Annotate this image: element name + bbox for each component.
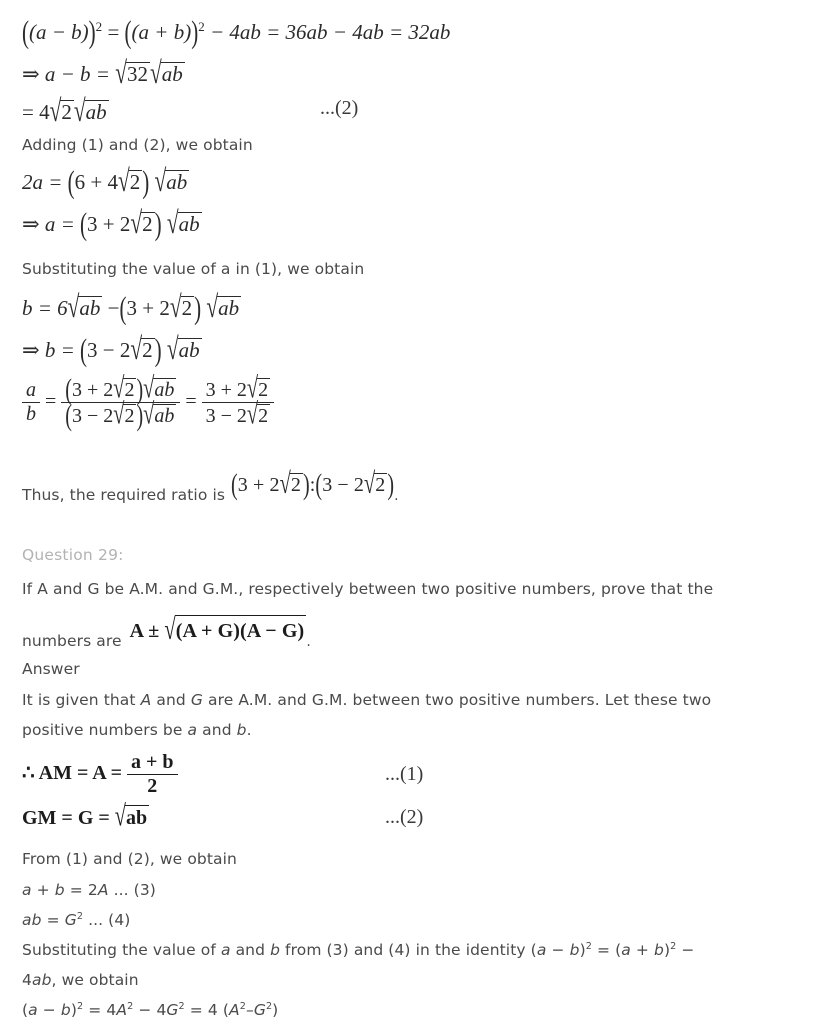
minus-4: − 4 [133, 1001, 167, 1019]
question-text-line-2 [22, 614, 311, 655]
sqrt-ab [114, 801, 149, 833]
radical-sign-icon: √ [114, 801, 126, 833]
radical-sign-icon: √ [113, 399, 125, 432]
fraction-middle-denominator [61, 399, 180, 433]
var-b-identity-2: b [654, 941, 664, 959]
equals-sign-2: = [185, 390, 197, 413]
equation-label-2-text: ...(2) [320, 97, 359, 119]
paren-close: ) [154, 331, 162, 368]
minus-sign-2: – [245, 1001, 254, 1019]
equation-am [22, 752, 178, 797]
exponent-2e: 2 [265, 1000, 273, 1012]
equals-sign: = [107, 20, 125, 44]
text-substituting-a [22, 258, 364, 280]
answer-heading [22, 658, 80, 680]
paren-close: ) [136, 373, 144, 407]
formula-lead: A ± [129, 620, 165, 642]
sqrt-ab [149, 55, 185, 91]
equals-2: = 2 [64, 881, 98, 899]
eq-bv-inner: 3 − 2 [87, 338, 131, 362]
var-A-2: A [229, 1001, 240, 1019]
eq-b-lhs: b = 6 [22, 296, 68, 320]
paren-close-1: ) [302, 468, 310, 502]
eq1-exp: 2 [95, 19, 103, 34]
radical-sign-icon: √ [154, 163, 167, 199]
fraction-a-plus-b-over-2 [127, 752, 178, 797]
radicand-2: 2 [258, 379, 269, 401]
fraction-right-numerator [202, 373, 274, 405]
equation-question-formula [129, 614, 307, 647]
radical-sign-icon: √ [246, 373, 259, 405]
radicand-ab: ab [85, 100, 107, 124]
eq-2a-inner: 6 + 4 [74, 170, 119, 194]
radical-sign-icon: √ [164, 614, 176, 647]
sqrt-ab [166, 331, 202, 367]
var-b-identity: b [569, 941, 580, 959]
mid-num-inner: 3 + 2 [71, 379, 114, 401]
radical-sign-icon: √ [363, 468, 376, 501]
given2-and: and [197, 721, 237, 739]
radical-sign-icon: √ [113, 373, 125, 405]
paren-open: ( [65, 399, 72, 433]
sqrt-ab [73, 93, 109, 129]
radical-sign-icon: √ [169, 289, 182, 325]
equation-a-minus-b-squared [22, 13, 451, 50]
radicand-ab: ab [178, 212, 200, 236]
sqrt-ab [143, 373, 176, 405]
paren-close: ) [136, 399, 144, 433]
radicand-2: 2 [181, 296, 193, 320]
sqrt-2 [130, 205, 154, 241]
radical-sign-icon: √ [130, 205, 143, 241]
radicand-ab: ab [218, 296, 240, 320]
given2-text-b: . [246, 721, 252, 739]
radical-sign-icon: √ [206, 289, 219, 325]
eq1-rhs1: (a + b) [131, 20, 192, 44]
right-num: 3 + 2 [205, 379, 247, 401]
paren-close: ) [154, 205, 162, 242]
var-A-1: A [116, 1001, 128, 1019]
question-heading [22, 546, 124, 564]
paren-close: ) [142, 163, 150, 200]
exponent-2: 2 [585, 940, 592, 952]
paren-open: ( [65, 373, 72, 407]
var-b: b [236, 721, 247, 739]
paren-open: ( [80, 331, 88, 368]
paren-close: ) [88, 13, 96, 50]
radicand-ab: ab [178, 338, 200, 362]
radical-sign-icon: √ [143, 399, 155, 432]
sqrt-2 [130, 331, 154, 367]
radicand-2: 2 [129, 170, 141, 194]
fraction-middle [61, 373, 180, 433]
sqrt-ab [166, 205, 202, 241]
sqrt-ab [143, 399, 176, 432]
radicand-2: 2 [124, 405, 135, 428]
period: . [394, 488, 399, 504]
equation-label-1-text: ...(1) [385, 763, 424, 785]
radicand-2: 2 [290, 474, 301, 496]
plus-sign: + [31, 881, 55, 899]
subst2-number: 4 [22, 971, 32, 989]
sqrt-2 [169, 289, 194, 325]
therefore-symbol: ∴ [22, 762, 35, 785]
paren-open: ( [22, 13, 29, 50]
paren-open: ( [67, 163, 75, 200]
radical-sign-icon: √ [166, 205, 179, 241]
radical-sign-icon: √ [279, 468, 291, 501]
radicand-2: 2 [124, 379, 135, 401]
equation-a-plus-b-2A [22, 879, 156, 901]
text-substituting-line-1 [22, 939, 812, 961]
text-thus-required-ratio [22, 468, 399, 507]
subst-and: and [230, 941, 271, 959]
sqrt-ab-2 [206, 289, 241, 325]
var-A: A [97, 881, 109, 899]
equation-tail-4: ... (4) [83, 911, 131, 929]
sqrt-2 [363, 468, 387, 501]
equals-4: = 4 [83, 1001, 117, 1019]
radicand-2: 2 [142, 338, 153, 362]
exponent-2a: 2 [77, 1000, 84, 1012]
subst-text-f: − [676, 941, 695, 959]
exponent-2d: 2 [239, 1000, 246, 1012]
fraction-denominator: 2 [127, 774, 178, 797]
var-a: a [220, 941, 231, 959]
ratio-inner-2: 3 − 2 [322, 474, 364, 496]
paren-open: ( [80, 205, 88, 242]
subst-text-b: from (3) and (4) in the identity ( [280, 941, 537, 959]
radical-sign-icon: √ [166, 331, 179, 367]
equation-ratio-a-over-b [22, 373, 274, 433]
var-G-2: G [253, 1001, 266, 1019]
var-ab: ab [22, 911, 42, 929]
question-text-line-1 [22, 578, 802, 600]
equation-implies-a-minus-b [22, 55, 185, 91]
sqrt-ab [154, 163, 190, 199]
equation-b [22, 289, 241, 326]
eq3-lead: = 4 [22, 100, 50, 124]
var-b: b [60, 1001, 71, 1019]
radical-sign-icon: √ [67, 289, 80, 325]
minus-sign: − [546, 941, 570, 959]
plus-sign: + [630, 941, 654, 959]
sqrt-2 [113, 373, 136, 405]
period: . [306, 634, 311, 650]
fraction-numerator-a: a [26, 379, 36, 402]
fraction-denominator-b: b [22, 402, 40, 425]
subst-text-e: ) [663, 941, 671, 959]
eq1-lhs: (a − b) [29, 20, 89, 44]
equation-b-value [22, 331, 202, 368]
radical-sign-icon: √ [118, 163, 130, 199]
ratio-inner-1: 3 + 2 [237, 474, 280, 496]
subst-text-a: Substituting the value of [22, 941, 221, 959]
text-adding-1-and-2-content: Adding (1) and (2), we obtain [22, 136, 253, 154]
exponent-2b: 2 [127, 1000, 134, 1012]
sqrt-2 [113, 399, 136, 432]
sqrt-2 [49, 93, 74, 129]
radical-sign-icon: √ [49, 93, 62, 129]
var-b: b [270, 941, 281, 959]
answer-text-line-2 [22, 719, 252, 741]
var-a-identity: a [536, 941, 547, 959]
equation-label-1 [385, 763, 423, 786]
implies-arrow: ⇒ [22, 338, 40, 362]
text-adding-1-and-2 [22, 134, 253, 156]
radicand-2: 2 [142, 212, 153, 236]
paren-close-2: ) [191, 13, 199, 50]
paren-open-2: ( [315, 468, 323, 502]
radical-sign-icon: √ [149, 55, 162, 91]
var-ab: ab [31, 971, 52, 989]
radicand-ab: ab [161, 62, 183, 86]
paren-open-2: ( [124, 13, 132, 50]
paren-close-2: ) [272, 1001, 279, 1019]
equation-2a [22, 163, 189, 200]
var-A: A [140, 691, 152, 709]
eq2-lhs: a − b = [44, 62, 116, 86]
fraction-right-denominator [202, 399, 274, 432]
equals-sign: = [41, 911, 65, 929]
subst2-text: , we obtain [51, 971, 139, 989]
radicand-ab: ab [154, 405, 175, 428]
radicand-ab: ab [154, 379, 175, 401]
text-thus-ratio-label: Thus, the required ratio is [22, 486, 226, 504]
eq-2a-lhs: 2a = [22, 170, 68, 194]
answer-heading-text: Answer [22, 660, 80, 678]
equation-ab-g-squared [22, 909, 130, 931]
fraction-a-over-b [22, 380, 40, 425]
sqrt-ab-1 [67, 289, 103, 325]
equation-gm [22, 801, 149, 833]
fraction-right [202, 373, 274, 432]
text-substituting-a-content: Substituting the value of a in (1), we obtain [22, 260, 365, 278]
answer-text-line-1 [22, 689, 802, 711]
var-b: b [54, 881, 65, 899]
eq-a-lhs: a = [44, 212, 81, 236]
paren-open: ( [119, 289, 127, 326]
text-from-1-and-2-content: From (1) and (2), we obtain [22, 850, 237, 868]
am-lhs: AM = A = [38, 762, 127, 785]
given-text-a: It is given that [22, 691, 141, 709]
eq1-rhs1-exp: 2 [198, 19, 205, 34]
question-text-content: If A and G be A.M. and G.M., respectively between two positive numbers, prove that the [22, 580, 714, 598]
given-text-mid: and [151, 691, 191, 709]
equation-label-2b [385, 806, 423, 829]
radicand-2: 2 [258, 405, 269, 428]
sqrt-32 [115, 55, 150, 91]
paren-close-1: ) [70, 1001, 78, 1019]
equals-4-paren: = 4 ( [184, 1001, 230, 1019]
sqrt-product [164, 615, 306, 646]
radicand-2: 2 [375, 474, 386, 496]
right-den: 3 − 2 [205, 405, 247, 428]
var-a: a [22, 881, 32, 899]
var-G: G [190, 691, 203, 709]
text-substituting-line-2 [22, 969, 139, 991]
sqrt-2 [118, 163, 142, 199]
equation-label-2 [320, 97, 358, 120]
eq1-rest: − 4ab = 36ab − 4ab = 32ab [209, 20, 451, 44]
equation-required-ratio [231, 468, 395, 502]
radicand-product: (A + G)(A − G) [175, 615, 307, 645]
fraction-numerator: a + b [131, 751, 174, 773]
equation-final-a-minus-b-squared [22, 999, 278, 1021]
paren-close: ) [194, 289, 202, 326]
radical-sign-icon: √ [115, 55, 127, 91]
radicand-ab: ab [166, 170, 188, 194]
var-a: a [187, 721, 198, 739]
ratio-colon: : [309, 474, 316, 496]
subst-text-c: ) [579, 941, 586, 959]
paren-open-1: ( [231, 468, 238, 502]
eq-a-inner: 3 + 2 [87, 212, 131, 236]
exponent-2c: 2 [178, 1000, 185, 1012]
radicand-ab: ab [126, 807, 148, 829]
eq-bv-lhs: b = [44, 338, 81, 362]
equals-sign-1: = [45, 390, 57, 413]
radicand-ab: ab [79, 296, 101, 320]
radical-sign-icon: √ [246, 399, 259, 432]
var-a: a [28, 1001, 38, 1019]
question-heading-text: Question 29: [22, 546, 124, 564]
radical-sign-icon: √ [130, 331, 143, 367]
var-G-1: G [166, 1001, 179, 1019]
sqrt-2 [246, 373, 270, 405]
equation-label-2b-text: ...(2) [385, 806, 424, 828]
paren-close-2: ) [387, 468, 395, 502]
eq-b-inner: 3 + 2 [126, 296, 170, 320]
radicand-32: 32 [126, 62, 148, 86]
implies-arrow: ⇒ [22, 212, 40, 236]
equation-4root2-rootab [22, 93, 109, 129]
gm-lhs: GM = G = [22, 807, 115, 829]
text-from-1-and-2 [22, 848, 237, 870]
radicand-2: 2 [61, 100, 72, 124]
sqrt-2 [246, 399, 270, 432]
minus-sign: − [107, 296, 120, 320]
given-text-b: are A.M. and G.M. between two positive numbers. Let these two [202, 691, 712, 709]
radical-sign-icon: √ [73, 93, 86, 129]
subst-text-d: = ( [591, 941, 622, 959]
mid-den-inner: 3 − 2 [71, 405, 114, 428]
paren-open-1: ( [22, 1001, 29, 1019]
var-a-identity-2: a [621, 941, 631, 959]
exponent-2: 2 [76, 910, 84, 922]
exponent-2b: 2 [670, 940, 677, 952]
equation-tail-3: ... (3) [108, 881, 156, 899]
sqrt-2 [279, 468, 303, 501]
radical-sign-icon: √ [143, 373, 155, 405]
equation-a-value [22, 205, 202, 242]
question-text-line-2-label: numbers are [22, 632, 122, 650]
implies-arrow: ⇒ [22, 62, 40, 86]
given2-text-a: positive numbers be [22, 721, 188, 739]
var-G: G [64, 911, 77, 929]
minus-sign-1: − [37, 1001, 61, 1019]
